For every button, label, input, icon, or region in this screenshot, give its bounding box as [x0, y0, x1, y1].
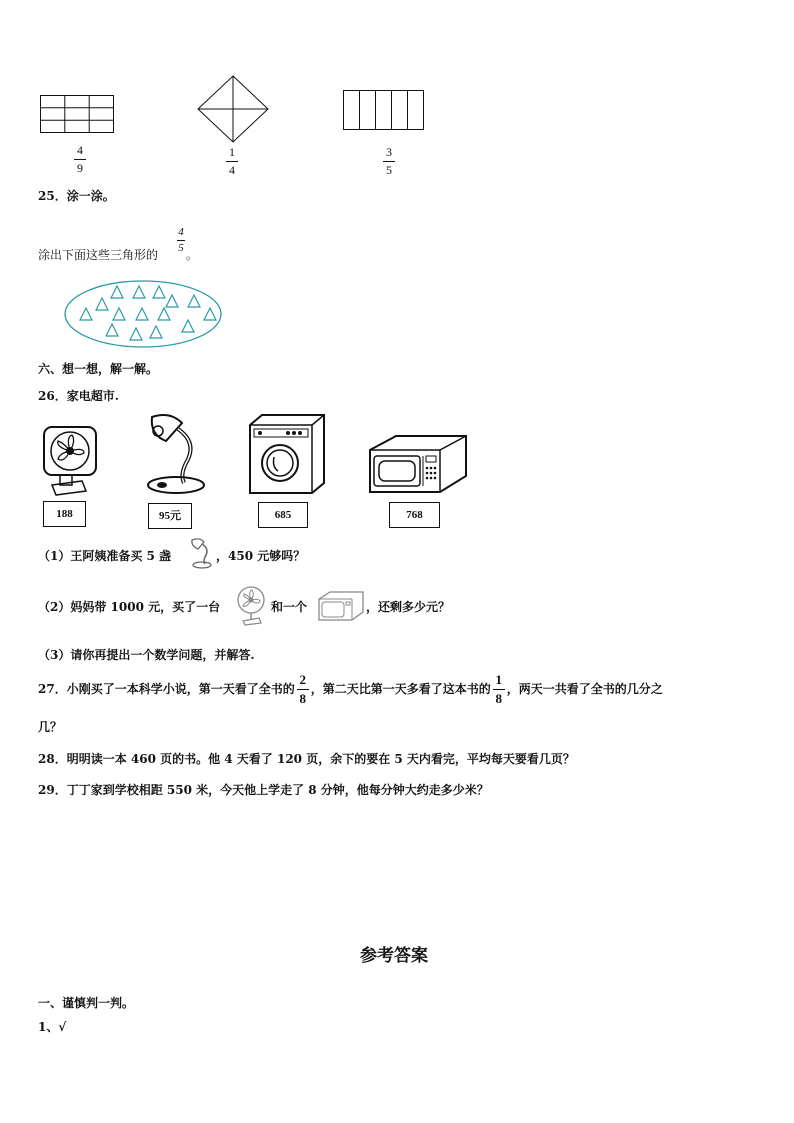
question-29: 29．丁丁家到学校相距 550 米，今天他上学走了 8 分钟，他每分钟大约走多少米？ — [38, 783, 489, 797]
answer-title: 参考答案 — [360, 946, 428, 966]
question-25-title: 25．涂一涂。 — [38, 189, 115, 203]
diamond-figure — [197, 75, 269, 143]
five-part-rectangle-figure — [343, 90, 425, 130]
fraction-2-8: $\frac{2}{8}$ — [297, 672, 309, 707]
answer-section-1: 一、谨慎判一判。 — [38, 996, 135, 1010]
question-26-2-mid: 和一个 — [271, 600, 308, 614]
fan-icon — [235, 585, 267, 625]
grid-rectangle-figure — [40, 95, 115, 133]
question-28: 28．明明读一本 460 页的书。他 4 天看了 120 页，余下的要在 5 天内看完，平均每天要看几页？ — [38, 752, 575, 766]
question-26-1-prefix: （1）王阿姨准备买 5 盏 — [38, 549, 172, 563]
question-27-part3: ，两天一共看了全书的几分之 — [506, 682, 663, 696]
lamp-icon — [188, 537, 212, 569]
question-27-line1 — [38, 672, 663, 707]
microwave-price-tag: 768 — [389, 502, 440, 528]
question-26-title: 26．家电超市. — [38, 389, 119, 403]
answer-1: 1、√ — [38, 1020, 67, 1034]
question-26-3: （3）请你再提出一个数学问题，并解答. — [38, 648, 255, 662]
question-26-1-suffix: ，450 元够吗？ — [216, 549, 306, 563]
question-25-instruction — [38, 246, 158, 263]
washing-machine-price-tag: 685 — [258, 502, 308, 528]
question-27-part1: 27．小刚买了一本科学小说，第一天看了全书的 — [38, 682, 295, 696]
question-27-part2: ，第二天比第一天多看了这本书的 — [310, 682, 491, 696]
section-6-title: 六、想一想，解一解。 — [38, 362, 159, 376]
fraction-3-5: 3 5 — [381, 145, 397, 178]
microwave-image — [368, 434, 468, 494]
washing-machine-image — [248, 413, 326, 495]
question-26-2-suffix: ，还剩多少元？ — [366, 600, 451, 614]
fraction-4-9: 4 9 — [72, 143, 88, 176]
fraction-1-8: $\frac{1}{8}$ — [493, 672, 505, 707]
fraction-4-5: 4 5 — [178, 226, 184, 254]
question-26-2-prefix: （2）妈妈带 1000 元，买了一台 — [38, 600, 221, 614]
microwave-icon — [318, 591, 364, 621]
question-27-line2: 几？ — [38, 720, 63, 734]
fan-price-tag: 188 — [43, 501, 86, 527]
triangles-oval-figure — [64, 280, 224, 350]
fraction-1-4: 1 4 — [224, 145, 240, 178]
instruction-suffix: 。 — [186, 248, 199, 262]
instruction-prefix: 涂出下面这些三角形的 — [38, 248, 159, 262]
fan-image — [42, 425, 102, 497]
lamp-price-tag: 95元 — [148, 503, 192, 529]
desk-lamp-image — [140, 413, 206, 495]
